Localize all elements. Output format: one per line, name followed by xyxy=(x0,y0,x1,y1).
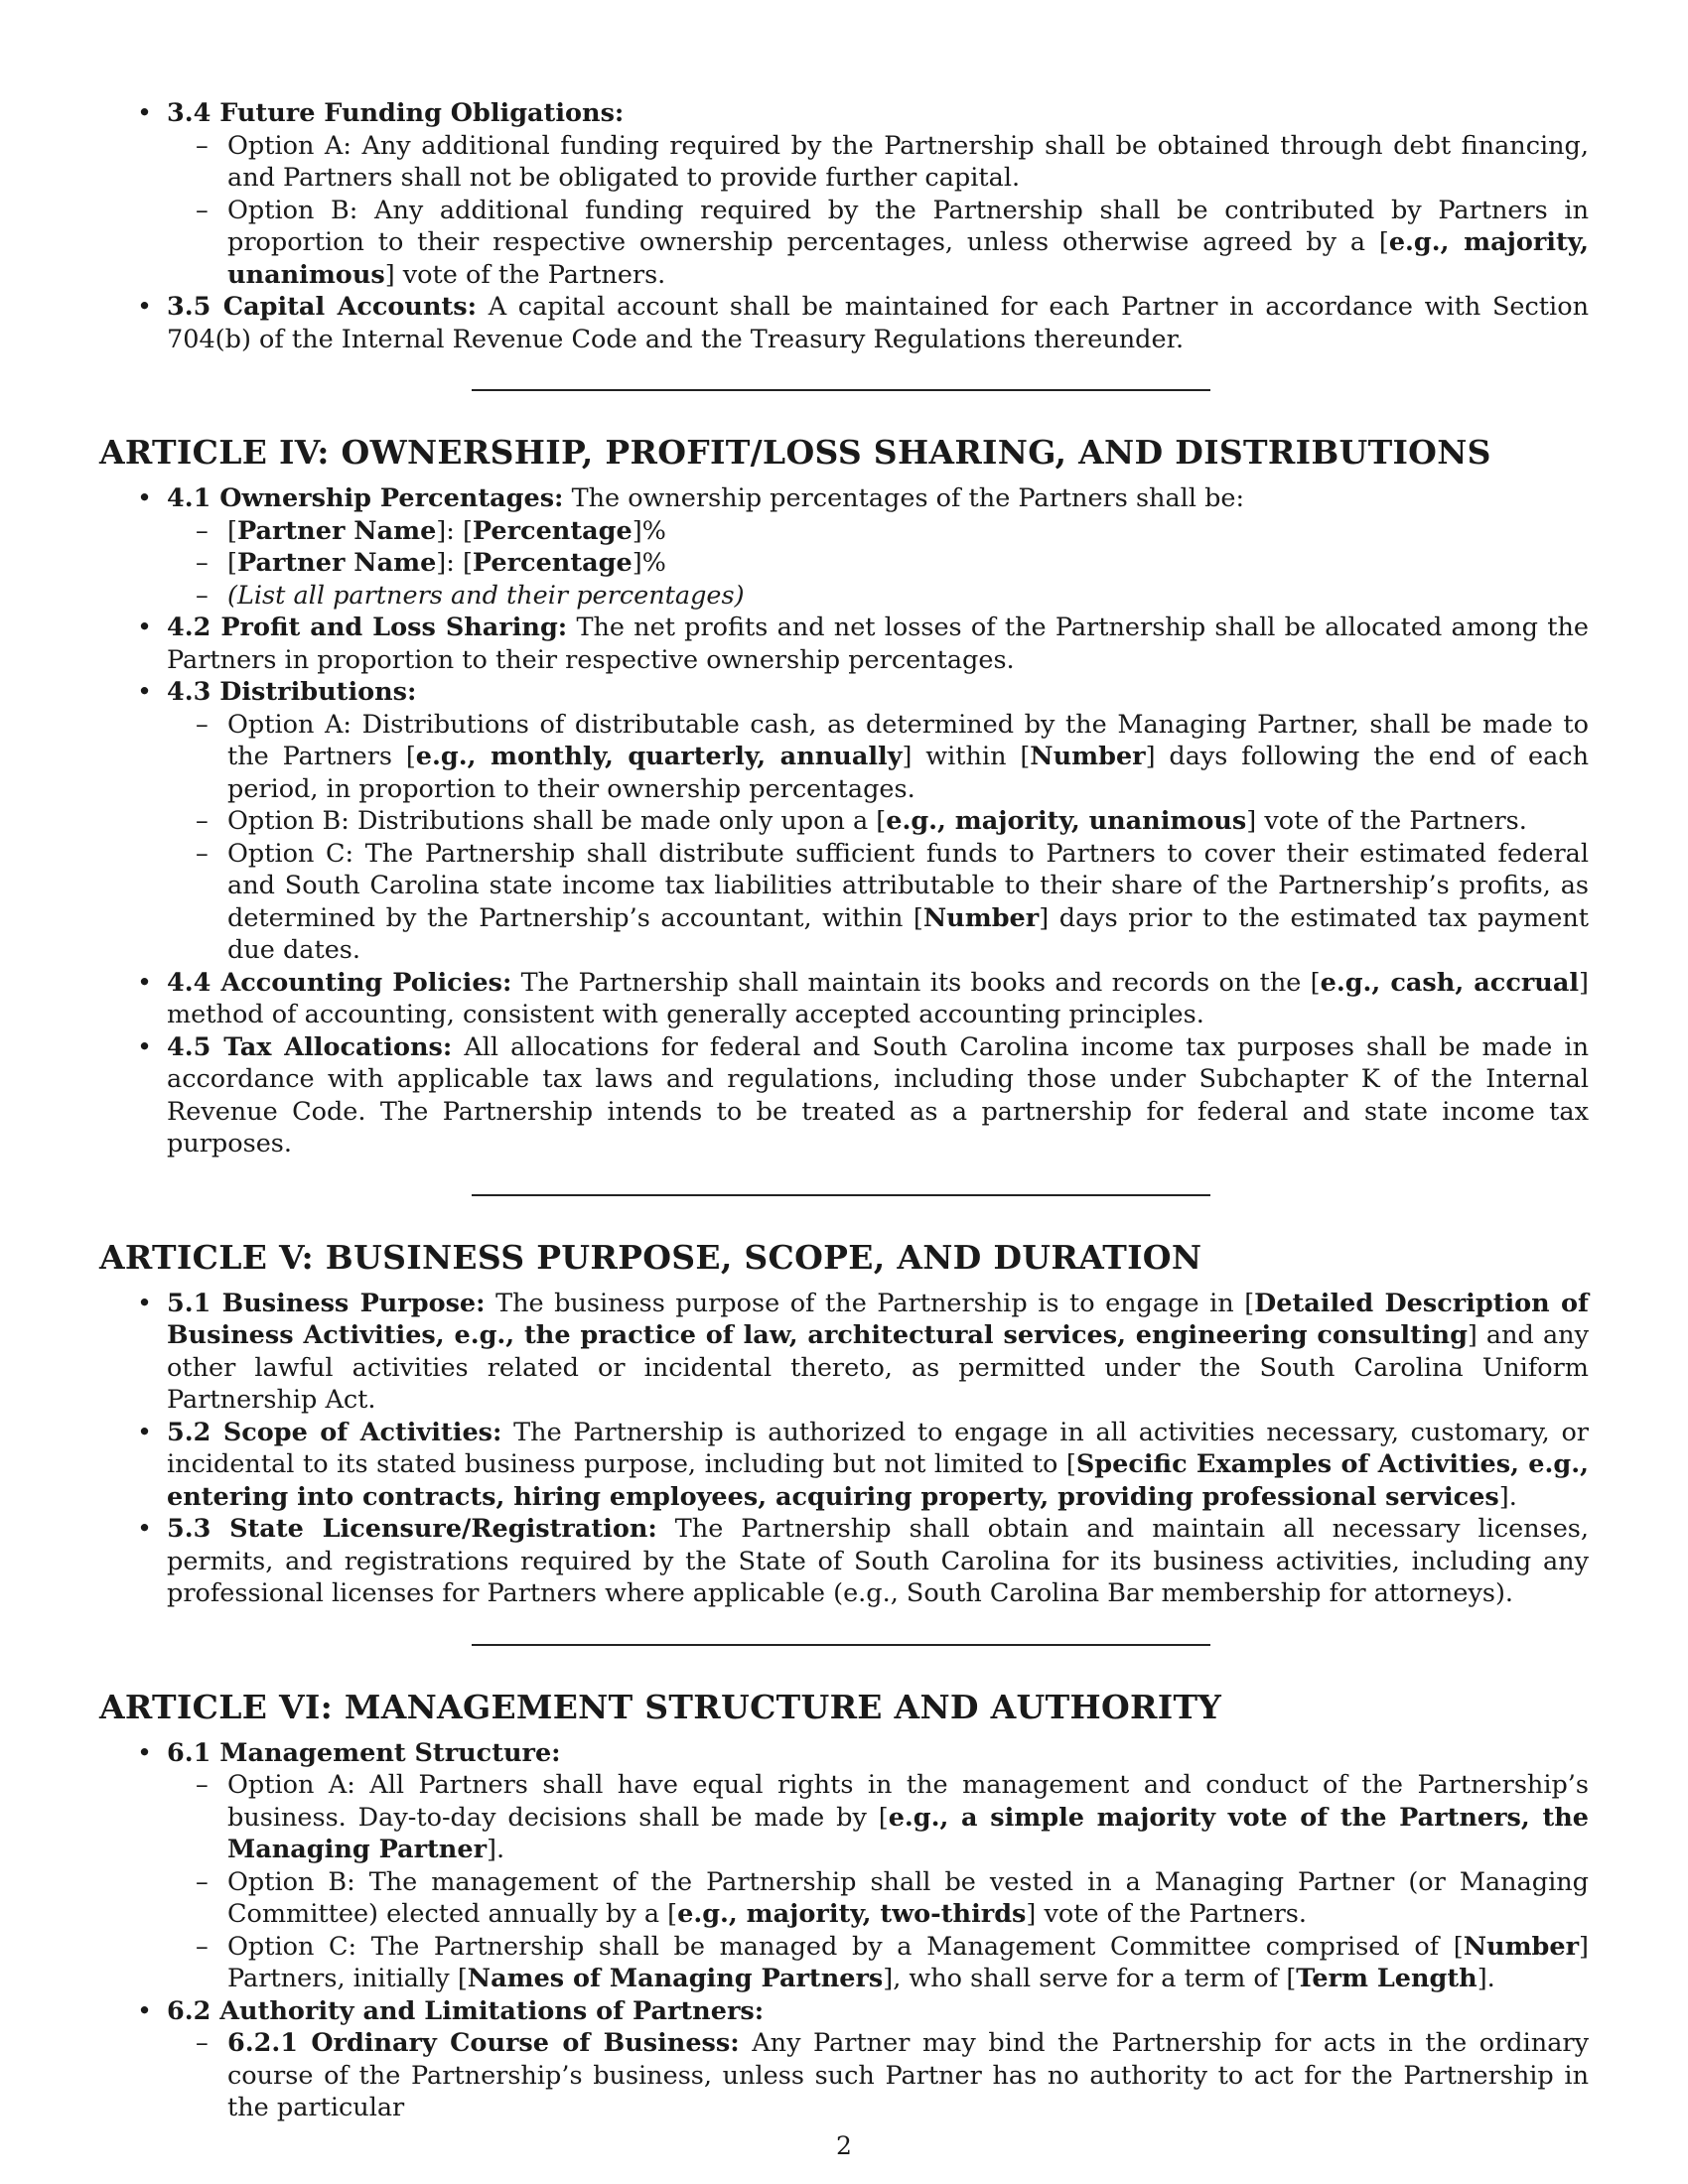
text-run: Option C: The Partnership shall distribute sufficient funds to Partners to cover their estimated federal and South Carolina state income tax liabilities attributable to their share of the Partnership’s profits, as determined by the Partnership’s accountant, within [ xyxy=(227,838,1589,933)
article6-heading: ARTICLE VI: MANAGEMENT STRUCTURE AND AUTHORITY xyxy=(99,1687,1222,1726)
text-run: ] vote of the Partners. xyxy=(384,259,666,290)
sub-option-item xyxy=(167,709,1589,806)
clause-heading: 5.3 State Licensure/Registration: xyxy=(167,1514,657,1544)
bold-text: Term Length xyxy=(1296,1964,1477,1993)
text-run: ] Partners, initially [ xyxy=(227,1931,1589,1993)
bold-text: Number xyxy=(922,902,1040,933)
bold-text: e.g., cash, accrual xyxy=(1320,967,1580,998)
clause-heading: 6.2 Authority and Limitations of Partners: xyxy=(167,1995,765,2026)
section3-list xyxy=(99,97,1589,355)
article6-body xyxy=(99,1737,1589,2124)
text-run: ] days prior to the estimated tax payment due dates. xyxy=(227,902,1589,965)
text-run: Option A: Distributions of distributable cash, as determined by the Managing Partner, shall be made to the Partners [ xyxy=(227,709,1589,771)
clause-text: The Partnership shall obtain and maintain all necessary licenses, permits, and registrations required by the State of South Carolina for its business activities, including any professional licenses for Partners where applicable (e.g., South Carolina Bar membership for attorneys). xyxy=(167,1514,1589,1608)
text-run: Any Partner may bind the Partnership for acts in the ordinary course of the Partnership’s business, unless such Partner has no authority to act for the Partnership in the particular xyxy=(227,2028,1590,2122)
sub-option-item xyxy=(167,1769,1589,1866)
article4-list xyxy=(99,482,1589,1160)
bold-text: e.g., majority, unanimous xyxy=(227,227,1589,290)
section-divider xyxy=(472,389,1210,391)
clause-item xyxy=(99,676,1589,967)
text-run: Option B: Any additional funding required by the Partnership shall be contributed by Partners in proportion to their respective ownership percentages, unless otherwise agreed by a xyxy=(227,195,1589,257)
text-run: [ xyxy=(1310,967,1321,998)
sub-option-item xyxy=(167,2027,1589,2124)
text-run: ]: [ xyxy=(436,548,473,578)
bold-text: Partner Name xyxy=(236,515,437,546)
text-run: ]% xyxy=(632,515,666,546)
article6-list xyxy=(99,1737,1589,2124)
clause-heading: 3.4 Future Funding Obligations: xyxy=(167,98,625,128)
clause-text: A capital account shall be maintained for each Partner in accordance with Section 704(b) of the Internal Revenue Code and the Treasury Regulations thereunder. xyxy=(167,292,1589,354)
text-run: Option B: Distributions shall be made only upon a [ xyxy=(227,806,887,836)
sub-option-item xyxy=(167,838,1589,967)
section-divider xyxy=(472,1644,1210,1646)
clause-item xyxy=(99,97,1589,291)
text-run: ], who shall serve for a term of [ xyxy=(883,1964,1297,1993)
text-run: [ xyxy=(227,548,237,578)
clause-heading: 4.3 Distributions: xyxy=(167,677,417,707)
bold-text: Percentage xyxy=(472,548,633,578)
clause-item xyxy=(99,612,1589,676)
sub-option-item xyxy=(167,580,1589,613)
clause-text: The ownership percentages of the Partners shall be: xyxy=(563,483,1245,513)
clause-item xyxy=(99,1995,1589,2124)
page-content xyxy=(99,97,1589,2124)
sub-option-item xyxy=(167,547,1589,580)
bold-text: Percentage xyxy=(472,515,633,546)
clause-item xyxy=(99,1737,1589,1995)
text-run: ]. xyxy=(1477,1964,1495,1993)
bold-text: Names of Managing Partners xyxy=(467,1964,884,1993)
clause-item xyxy=(99,482,1589,612)
bold-text: Number xyxy=(1463,1931,1580,1962)
sub-option-list xyxy=(167,709,1589,967)
clause-heading: 5.2 Scope of Activities: xyxy=(167,1417,502,1447)
text-run: [ xyxy=(1378,227,1389,257)
clause-item xyxy=(99,1288,1589,1417)
sub-option-list xyxy=(167,130,1589,292)
bold-text: e.g., majority, two-thirds xyxy=(677,1899,1027,1929)
clause-item xyxy=(99,1031,1589,1160)
clause-item xyxy=(99,1417,1589,1514)
clause-item xyxy=(99,967,1589,1031)
text-run: [ xyxy=(1244,1288,1255,1318)
text-run: ] days following the end of each period, in proportion to their ownership percentages. xyxy=(227,742,1590,804)
clause-heading: 3.5 Capital Accounts: xyxy=(167,292,478,322)
page-number: 2 xyxy=(836,2131,852,2160)
bold-text: 6.2.1 Ordinary Course of Business: xyxy=(227,2028,740,2058)
bold-text: Partner Name xyxy=(236,548,437,578)
clause-heading: 4.1 Ownership Percentages: xyxy=(167,483,564,513)
sub-option-item xyxy=(167,1931,1589,1995)
clause-text: All allocations for federal and South Carolina income tax purposes shall be made in accordance with applicable tax laws and regulations, including those under Subchapter K of the Internal Revenue Code. The Partnership intends to be treated as a partnership for federal and state income tax purposes. xyxy=(167,1031,1589,1159)
bold-text: Detailed Description of Business Activities, e.g., the practice of law, architectural services, engineering consulting xyxy=(167,1288,1589,1350)
sub-option-item xyxy=(167,130,1589,195)
text-run: ]. xyxy=(487,1835,505,1864)
article5-heading: ARTICLE V: BUSINESS PURPOSE, SCOPE, AND DURATION xyxy=(99,1237,1202,1277)
article5-body xyxy=(99,1288,1589,1610)
text-run: ] within [ xyxy=(902,742,1031,771)
article5-list xyxy=(99,1288,1589,1610)
clause-heading: 5.1 Business Purpose: xyxy=(167,1288,486,1318)
clause-heading: 4.4 Accounting Policies: xyxy=(167,967,512,998)
text-run: [ xyxy=(1065,1449,1076,1479)
text-run: ]. xyxy=(1498,1481,1517,1512)
clause-item xyxy=(99,291,1589,355)
article4-heading: ARTICLE IV: OWNERSHIP, PROFIT/LOSS SHARING, AND DISTRIBUTIONS xyxy=(99,433,1491,472)
text-run: ]: [ xyxy=(436,515,473,546)
section3-body xyxy=(99,97,1589,355)
text-run: [ xyxy=(227,515,237,546)
text-run: Option A: Any additional funding required by the Partnership shall be obtained through debt financing, and Partners shall not be obligated to provide further capital. xyxy=(227,130,1589,193)
text-run: ] vote of the Partners. xyxy=(1026,1899,1307,1929)
sub-option-item xyxy=(167,805,1589,838)
bold-text: Specific Examples of Activities, e.g., entering into contracts, hiring employees, acquiring property, providing professional services xyxy=(167,1449,1589,1512)
bold-text: Number xyxy=(1030,742,1146,771)
clause-text: The net profits and net losses of the Partnership shall be allocated among the Partners in proportion to their respective ownership percentages. xyxy=(167,613,1589,675)
clause-text: The Partnership shall maintain its books and records on the xyxy=(511,967,1311,998)
text-run: ] and any other lawful activities related or incidental thereto, as permitted under the South Carolina Uniform Partnership Act. xyxy=(167,1320,1589,1415)
sub-option-item xyxy=(167,515,1589,548)
text-run: Option C: The Partnership shall be managed by a Management Committee comprised of [ xyxy=(227,1931,1464,1962)
article4-body xyxy=(99,482,1589,1160)
text-run: ] vote of the Partners. xyxy=(1246,806,1527,836)
sub-option-list xyxy=(167,2027,1589,2124)
bold-text: e.g., monthly, quarterly, annually xyxy=(415,742,903,771)
clause-heading: 6.1 Management Structure: xyxy=(167,1737,561,1768)
text-run: Option B: The management of the Partnership shall be vested in a Managing Partner (or Managing Committee) elected annually by a [ xyxy=(227,1866,1589,1929)
text-run: Option A: All Partners shall have equal rights in the management and conduct of the Partnership’s business. Day-to-day decisions shall be made by [ xyxy=(227,1770,1589,1833)
sub-option-item xyxy=(167,1866,1589,1931)
clause-text: The business purpose of the Partnership is to engage in xyxy=(485,1288,1245,1318)
clause-heading: 4.5 Tax Allocations: xyxy=(167,1031,453,1062)
text-run: ] method of accounting, consistent with generally accepted accounting principles. xyxy=(167,967,1589,1029)
clause-text: The Partnership is authorized to engage in all activities necessary, customary, or incidental to its stated business purpose, including but not limited to xyxy=(167,1417,1589,1479)
bold-text: e.g., majority, unanimous xyxy=(886,806,1247,836)
clause-item xyxy=(99,1513,1589,1610)
sub-option-item xyxy=(167,195,1589,292)
sub-option-list xyxy=(167,1769,1589,1995)
clause-heading: 4.2 Profit and Loss Sharing: xyxy=(167,613,568,642)
italic-text: (List all partners and their percentages) xyxy=(227,580,745,611)
text-run: ]% xyxy=(632,548,666,578)
bold-text: e.g., a simple majority vote of the Partners, the Managing Partner xyxy=(227,1802,1589,1864)
section-divider xyxy=(472,1194,1210,1196)
sub-option-list xyxy=(167,515,1589,613)
